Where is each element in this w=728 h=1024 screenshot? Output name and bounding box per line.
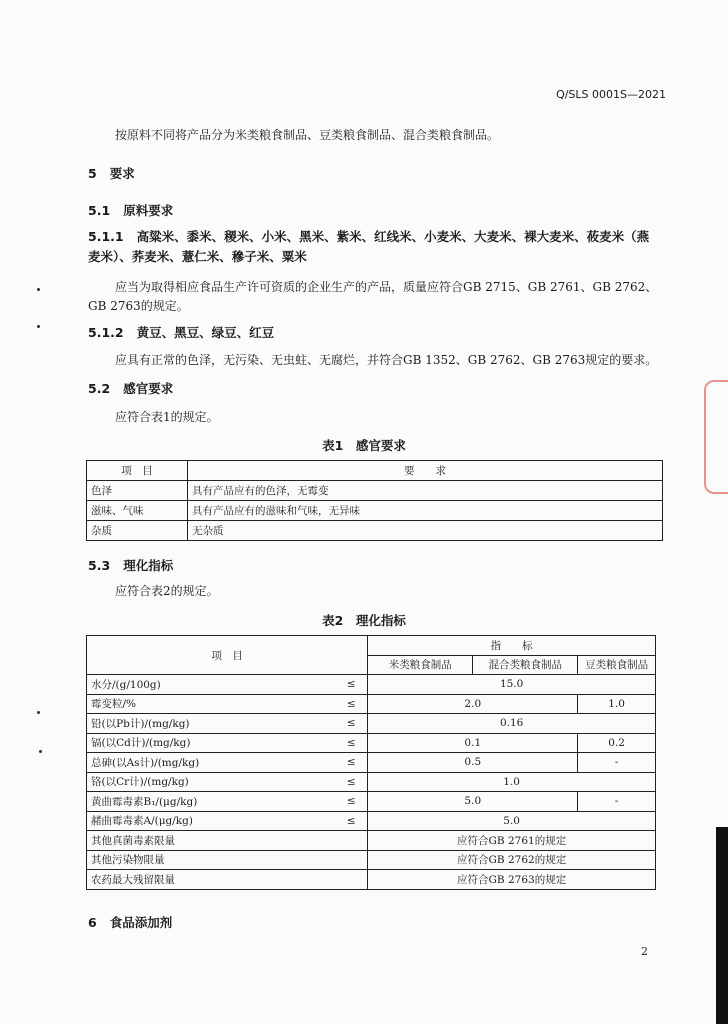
table-cell: 其他真菌毒素限量 bbox=[87, 831, 368, 851]
table-2-caption: 表2 理化指标 bbox=[322, 613, 406, 628]
table-1-header-requirement: 要 求 bbox=[188, 461, 663, 481]
le-symbol: ≤ bbox=[335, 733, 368, 753]
table-cell: 应符合GB 2762的规定 bbox=[368, 850, 656, 870]
table-cell: 铬(以Cr计)/(mg/kg) bbox=[87, 772, 336, 792]
table-cell: 其他污染物限量 bbox=[87, 850, 368, 870]
table-cell: 无杂质 bbox=[188, 521, 663, 541]
table-row bbox=[87, 714, 656, 734]
scan-edge-shadow bbox=[716, 827, 728, 1024]
table-row bbox=[87, 733, 656, 753]
section-6-title: 食品添加剂 bbox=[109, 915, 173, 930]
section-5-1-2-number: 5.1.2 bbox=[88, 325, 124, 340]
table-2-subheader-mixed: 混合类粮食制品 bbox=[473, 655, 578, 675]
page-number: 2 bbox=[641, 945, 648, 958]
section-5-title: 要求 bbox=[109, 166, 135, 181]
le-symbol: ≤ bbox=[335, 675, 368, 695]
table-2-subheader-rice: 米类粮食制品 bbox=[368, 655, 473, 675]
paragraph-5-1-2: 应具有正常的色泽，无污染、无虫蛀、无腐烂，并符合GB 1352、GB 2762、GB 2763规定的要求。 bbox=[115, 353, 658, 367]
section-5-1-1-title-line2: 麦米）、荞麦米、薏仁米、穇子米、粟米 bbox=[88, 249, 307, 264]
section-5-1-title: 原料要求 bbox=[123, 203, 174, 218]
table-row bbox=[87, 850, 656, 870]
table-row bbox=[87, 870, 656, 890]
table-cell: 霉变粒/% bbox=[87, 694, 336, 714]
table-cell: 水分/(g/100g) bbox=[87, 675, 336, 695]
le-symbol: ≤ bbox=[335, 753, 368, 773]
doc-code: Q/SLS 0001S—2021 bbox=[556, 88, 666, 101]
le-symbol: ≤ bbox=[335, 714, 368, 734]
scan-speck bbox=[37, 711, 40, 714]
intro-paragraph: 按原料不同将产品分为米类粮食制品、豆类粮食制品、混合类粮食制品。 bbox=[115, 128, 500, 142]
section-6-number: 6 bbox=[88, 915, 97, 930]
section-5-2-heading bbox=[88, 379, 173, 397]
table-cell: 镉(以Cd计)/(mg/kg) bbox=[87, 733, 336, 753]
table-cell: 应符合GB 2761的规定 bbox=[368, 831, 656, 851]
section-5-3-number: 5.3 bbox=[88, 558, 111, 573]
table-cell: 赭曲霉毒素A/(μg/kg) bbox=[87, 811, 336, 831]
table-cell: 0.16 bbox=[368, 714, 656, 734]
table-row bbox=[87, 753, 656, 773]
table-row bbox=[87, 772, 656, 792]
table-2 bbox=[86, 635, 656, 890]
section-5-3-heading bbox=[88, 556, 173, 574]
section-5-1-2-heading bbox=[88, 323, 274, 341]
scan-speck bbox=[37, 288, 40, 291]
paragraph-5-3: 应符合表2的规定。 bbox=[115, 584, 219, 598]
table-cell: 1.0 bbox=[578, 694, 656, 714]
table-row bbox=[87, 811, 656, 831]
table-row bbox=[87, 831, 656, 851]
section-5-1-1-heading bbox=[88, 227, 649, 245]
table-row bbox=[87, 636, 656, 656]
section-5-1-heading bbox=[88, 201, 173, 219]
table-cell: 应符合GB 2763的规定 bbox=[368, 870, 656, 890]
section-5-1-1-number: 5.1.1 bbox=[88, 229, 124, 244]
table-row bbox=[87, 521, 663, 541]
table-cell: 0.1 bbox=[368, 733, 578, 753]
table-row bbox=[87, 675, 656, 695]
section-5-number: 5 bbox=[88, 166, 97, 181]
le-symbol: ≤ bbox=[335, 811, 368, 831]
table-cell: 铅(以Pb计)/(mg/kg) bbox=[87, 714, 336, 734]
table-cell: 滋味、气味 bbox=[87, 501, 188, 521]
table-1-caption: 表1 感官要求 bbox=[322, 438, 406, 453]
table-cell: 色泽 bbox=[87, 481, 188, 501]
table-cell: 农药最大残留限量 bbox=[87, 870, 368, 890]
table-cell: - bbox=[578, 792, 656, 812]
table-cell: 0.5 bbox=[368, 753, 578, 773]
table-row bbox=[87, 461, 663, 481]
table-cell: 杂质 bbox=[87, 521, 188, 541]
table-cell: 黄曲霉毒素B₁/(μg/kg) bbox=[87, 792, 336, 812]
table-cell: 1.0 bbox=[368, 772, 656, 792]
scan-speck bbox=[39, 750, 42, 753]
table-row bbox=[87, 481, 663, 501]
section-5-2-number: 5.2 bbox=[88, 381, 111, 396]
table-row bbox=[87, 792, 656, 812]
table-1 bbox=[86, 460, 663, 541]
table-cell: 5.0 bbox=[368, 811, 656, 831]
table-2-header-item: 项 目 bbox=[87, 636, 368, 675]
section-5-1-number: 5.1 bbox=[88, 203, 111, 218]
le-symbol: ≤ bbox=[335, 694, 368, 714]
le-symbol: ≤ bbox=[335, 772, 368, 792]
table-cell: 5.0 bbox=[368, 792, 578, 812]
paragraph-5-2: 应符合表1的规定。 bbox=[115, 410, 219, 424]
table-cell: 具有产品应有的滋味和气味，无异味 bbox=[188, 501, 663, 521]
section-5-1-1-title-line1: 高粱米、黍米、稷米、小米、黑米、紫米、红线米、小麦米、大麦米、裸大麦米、莜麦米（燕 bbox=[136, 229, 650, 244]
table-2-header-index: 指 标 bbox=[368, 636, 656, 656]
table-cell: 15.0 bbox=[368, 675, 656, 695]
table-cell: 2.0 bbox=[368, 694, 578, 714]
section-6-heading bbox=[88, 913, 172, 931]
table-cell: 具有产品应有的色泽，无霉变 bbox=[188, 481, 663, 501]
table-2-subheader-bean: 豆类粮食制品 bbox=[578, 655, 656, 675]
red-seal-stamp bbox=[704, 380, 728, 494]
paragraph-5-1-1-line2: GB 2763的规定。 bbox=[88, 299, 189, 313]
table-1-header-item: 项 目 bbox=[87, 461, 188, 481]
table-cell: - bbox=[578, 753, 656, 773]
le-symbol: ≤ bbox=[335, 792, 368, 812]
table-cell: 总砷(以As计)/(mg/kg) bbox=[87, 753, 336, 773]
table-row bbox=[87, 694, 656, 714]
section-5-3-title: 理化指标 bbox=[123, 558, 174, 573]
section-5-1-2-title: 黄豆、黑豆、绿豆、红豆 bbox=[136, 325, 275, 340]
scan-speck bbox=[37, 325, 40, 328]
table-cell: 0.2 bbox=[578, 733, 656, 753]
section-5-heading bbox=[88, 164, 135, 182]
table-row bbox=[87, 501, 663, 521]
section-5-2-title: 感官要求 bbox=[123, 381, 174, 396]
paragraph-5-1-1-line1: 应当为取得相应食品生产许可资质的企业生产的产品，质量应符合GB 2715、GB 2761、GB 2762、 bbox=[115, 280, 658, 294]
